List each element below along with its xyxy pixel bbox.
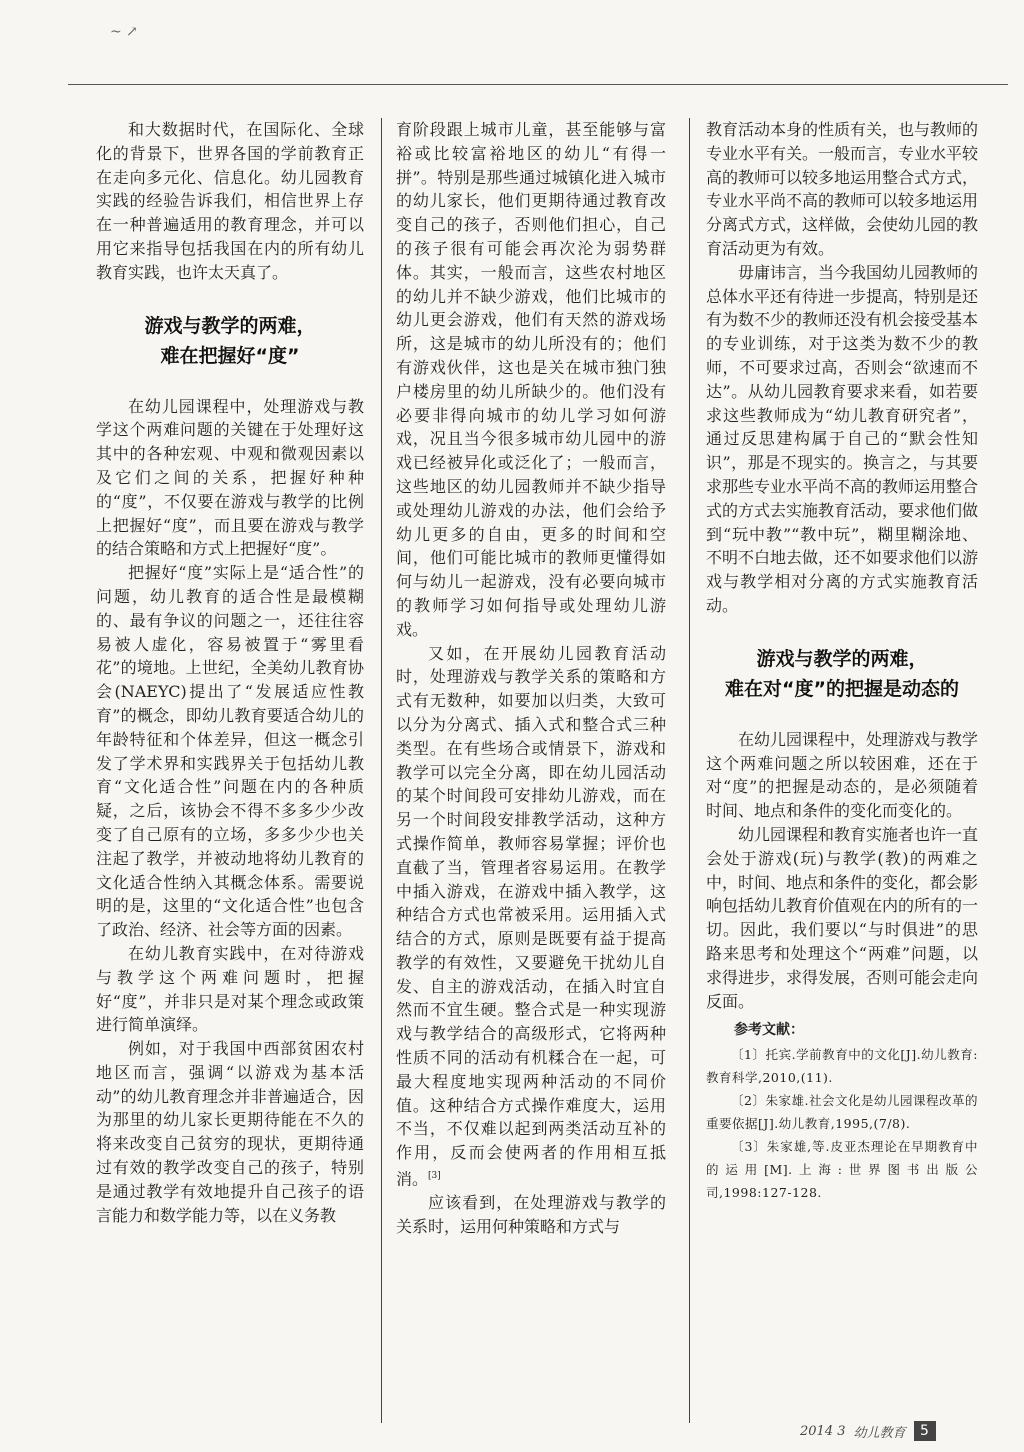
heading-line: 难在把握好“度”: [160, 344, 300, 367]
page-footer: [800, 1420, 936, 1442]
paragraph: 和大数据时代，在国际化、全球化的背景下，世界各国的学前教育正在走向多元化、信息化。幼儿园教育实践的经验告诉我们，相信世界上存在一种普遍适用的教育理念，并可以用它来指导包括我国在内的所有幼儿教育实践，也许太天真了。: [96, 120, 364, 282]
paragraph: 应该看到，在处理游戏与教学的关系时，运用何种策略和方式与: [396, 1193, 666, 1236]
reference-item: 〔1〕托宾.学前教育中的文化[J].幼儿教育:教育科学,2010,(11).: [706, 1047, 978, 1086]
pen-scribble: ~ ↗: [110, 24, 138, 40]
paragraph: 把握好“度”实际上是“适合性”的问题，幼儿教育的适合性是最模糊的、最有争议的问题之一，还往往容易被人虚化，容易被置于“雾里看花”的境地。上世纪，全美幼儿教育协会(NAEYC)提出了“发展适应性教育”的概念，即幼儿教育要适合幼儿的年龄特征和个体差异，但这一概念引发了学术界和实践界关于包括幼儿教育“文化适合性”问题在内的各种质疑，之后，该协会不得不多多少少改变了自己原有的立场，多多少少也关注起了教学，并被动地将幼儿教育的文化适合性纳入其概念体系。需要说明的是，这里的“文化适合性”也包含了政治、经济、社会等方面的因素。: [96, 563, 364, 940]
top-rule: [68, 84, 1008, 85]
citation: [3]: [428, 1171, 441, 1182]
paragraph: 教育活动本身的性质有关，也与教师的专业水平有关。一般而言，专业水平较高的教师可以较多地运用整合式方式，专业水平尚不高的教师可以较多地运用分离式方式，这样做，会使幼儿园的教育活动更为有效。: [706, 120, 979, 258]
paragraph: 例如，对于我国中西部贫困农村地区而言，强调“以游戏为基本活动”的幼儿教育理念并非普遍适合，因为那里的幼儿家长更期待能在不久的将来改变自己贫穷的现状，更期待通过有效的教学改变自己的孩子，特别是通过教学有效地提升自己孩子的语言能力和数学能力等，以在义务教: [96, 1039, 364, 1225]
section-heading: [96, 311, 364, 371]
paragraph: 在幼儿园课程中，处理游戏与教学这个两难问题的关键在于处理好这其中的各种宏观、中观和微观因素以及它们之间的关系，把握好种种的“度”，不仅要在游戏与教学的比例上把握好“度”，而且要在游戏与教学的结合策略和方式上把握好“度”。: [96, 396, 364, 559]
column-1: [96, 118, 364, 1227]
column-2: [396, 118, 666, 1239]
heading-line: 游戏与教学的两难，: [144, 314, 316, 337]
paragraph: 幼儿园课程和教育实施者也许一直会处于游戏(玩)与教学(教)的两难之中，时间、地点和条件的变化，都会影响包括幼儿教育价值观在内的所有的一切。因此，我们要以“与时俱进”的思路来思考和处理这个“两难”问题，以求得进步，求得发展，否则可能会走向反面。: [706, 824, 979, 1011]
reference-item: 〔3〕朱家雄,等.皮亚杰理论在早期教育中的运用[M].上海:世界图书出版公司,1998:127-128.: [706, 1139, 978, 1201]
column-divider: [381, 118, 382, 1423]
issue-label: 2014 3: [800, 1423, 846, 1439]
paragraph: 在幼儿教育实践中，在对待游戏与教学这个两难问题时，把握好“度”，并非只是对某个理念或政策进行简单演绎。: [96, 943, 364, 1035]
journal-name: 幼儿教育: [853, 1425, 906, 1441]
page-number: 5: [914, 1421, 936, 1441]
references-title: 参考文献：: [734, 1022, 804, 1039]
paragraph: [396, 642, 666, 1192]
reference-item: 〔2〕朱家雄.社会文化是幼儿园课程改革的重要依据[J].幼儿教育,1995,(7/8).: [706, 1093, 978, 1132]
heading-line: 难在对“度”的把握是动态的: [725, 677, 959, 700]
heading-line: 游戏与教学的两难，: [756, 647, 928, 670]
paragraph: 育阶段跟上城市儿童，甚至能够与富裕或比较富裕地区的幼儿“有得一拼”。特别是那些通过城镇化进入城市的幼儿家长，他们更期待通过教育改变自己的孩子，否则他们担心，自己的孩子很有可能会再次沦为弱势群体。其实，一般而言，这些农村地区的幼儿并不缺少游戏，他们比城市的幼儿更会游戏，他们有天然的游戏场所，这是城市的幼儿所没有的；他们有游戏伙伴，这也是关在城市独门独户楼房里的幼儿所缺少的。他们没有必要非得向城市的幼儿学习如何游戏，况且当今很多城市幼儿园中的游戏已经被异化或泛化了；一般而言，这些地区的幼儿园教师并不缺少指导或处理幼儿游戏的办法，他们会给予幼儿更多的自由，更多的时间和空间，他们可能比城市的教师更懂得如何与幼儿一起游戏，没有必要向城市的教师学习如何指导或处理幼儿游戏。: [396, 120, 666, 639]
paragraph: 在幼儿园课程中，处理游戏与教学这个两难问题之所以较困难，还在于对“度”的把握是动态的，是必须随着时间、地点和条件的变化而变化的。: [706, 729, 979, 821]
paragraph-text: 又如，在开展幼儿园教育活动时，处理游戏与教学关系的策略和方式有无数种，如要加以归类，大致可以分为分离式、插入式和整合式三种类型。在有些场合或情景下，游戏和教学可以完全分离，即在幼儿园活动的某个时间段可安排幼儿游戏，而在另一个时间段安排教学活动，这种方式操作简单，教师容易掌握；评价也直截了当，管理者容易运用。在教学中插入游戏，在游戏中插入教学，这种结合方式也常被采用。运用插入式结合的方式，原则是既要有益于提高教学的有效性，又要避免干扰幼儿自发、自主的游戏活动，在插入时宜自然而不宜生硬。整合式是一种实现游戏与教学结合的高级形式，它将两种性质不同的活动有机糅合在一起，可最大程度地实现两种活动的不同价值。这种结合方式操作难度大，运用不当，不仅难以起到两类活动互补的作用，反而会使两者的作用相互抵消。: [396, 643, 666, 1189]
section-heading: [706, 644, 978, 704]
column-divider: [689, 118, 690, 1423]
column-3: [706, 118, 978, 1204]
paragraph: 毋庸讳言，当今我国幼儿园教师的总体水平还有待进一步提高，特别是还有为数不少的教师还没有机会接受基本的专业训练，对于这类为数不少的教师，不可要求过高，否则会“欲速而不达”。从幼儿园教育要求来看，如若要求这些教师成为“幼儿教育研究者”，通过反思建构属于自己的“默会性知识”，那是不现实的。换言之，与其要求那些专业水平尚不高的教师运用整合式的方式去实施教育活动，要求他们做到“玩中教”“教中玩”，糊里糊涂地、不明不白地去做，还不如要求他们以游戏与教学相对分离的方式实施教育活动。: [706, 262, 979, 615]
